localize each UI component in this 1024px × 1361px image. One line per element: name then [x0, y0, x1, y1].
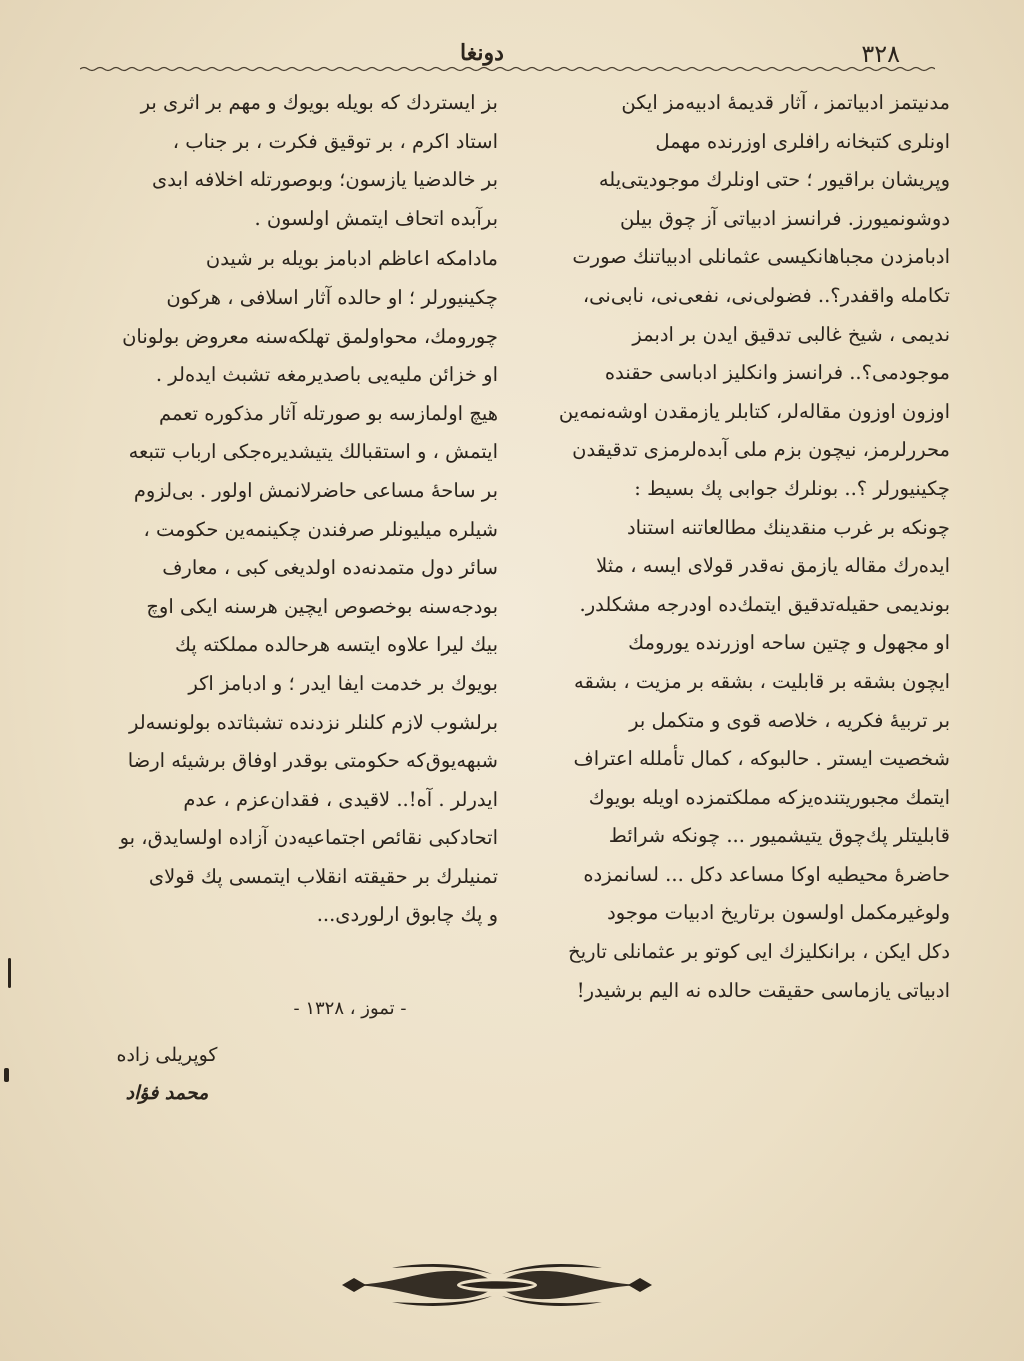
- text-line: دکل ایکن ، برانکلیزك ایی کوتو بر عثمانلی تاریخ: [568, 940, 950, 964]
- running-title: دونغا: [460, 40, 504, 66]
- right-column-paragraph: [532, 84, 950, 1010]
- text-line: او خزائن ملیه‌یی باصدیرمغه تشبث ایده‌لر .: [155, 363, 498, 387]
- margin-mark: [8, 958, 11, 988]
- text-line: ندیمی ، شیخ غالبی تدقیق ایدن بر ادبمز: [632, 322, 950, 346]
- text-line: ادبیاتی یازماسی حقیقت حالده نه الیم برشیدر!: [576, 978, 950, 1002]
- text-line: تمنیلرك بر حقیقته انقلاب ایتمسی پك قولای: [148, 864, 498, 888]
- author-family-name: کوپریلی زاده: [116, 1044, 218, 1066]
- margin-mark: [4, 1068, 9, 1082]
- left-column-paragraph-2: [80, 240, 498, 935]
- text-line: ایتمش ، و استقبالك یتیشدیره‌جکی ارباب تتبعه: [128, 440, 498, 464]
- text-line: چکینیورلر ؛ او حالده آثار اسلافی ، هرکون: [166, 285, 498, 309]
- text-line: برآبده اتحاف ایتمش اولسون .: [254, 206, 498, 230]
- right-column: [532, 84, 950, 1010]
- text-line: مادامکه اعاظم ادبامز بویله بر شیدن: [205, 247, 498, 271]
- text-line: ولوغیرمکمل اولسون برتاریخ ادبیات موجود: [607, 901, 950, 925]
- header-rule: [80, 66, 935, 72]
- text-line: بویوك بر خدمت ایفا ایدر ؛ و ادبامز اکر: [188, 671, 498, 695]
- text-line: استاد اکرم ، بر توقیق فکرت ، بر جناب ،: [172, 129, 498, 153]
- text-line: اتحادکبی نقائص اجتماعیه‌دن آزاده اولسایدق، بو: [119, 826, 498, 850]
- text-line: بوندیمی حقیله‌تدقیق ایتمك‌ده اودرجه مشکلدر.: [579, 592, 950, 616]
- text-line: چونکه بر غرب منقدینك مطالعاتنه استناد: [626, 515, 950, 539]
- text-line: موجودمی؟.. فرانسز وانکلیز ادباسی حقنده: [604, 361, 950, 385]
- author-given-name: محمد فؤاد: [125, 1082, 209, 1104]
- text-line: برلشوب لازم کلنلر نزدنده تشبثاتده بولونسه‌لر: [128, 710, 498, 734]
- text-line: بز ایستردك که بویله بویوك و مهم بر اثری بر: [140, 91, 498, 114]
- text-line: او مجهول و چتین ساحه اوزرنده یورومك: [628, 631, 950, 655]
- text-line: هیچ اولمازسه بو صورتله آثار مذکوره تعمم: [159, 401, 498, 425]
- text-line: دوشونمیورز. فرانسز ادبیاتی آز چوق بیلن: [619, 206, 950, 230]
- left-column: [80, 84, 498, 935]
- text-line: بر خالدضیا یازسون؛ وبوصورتله اخلافه ابدی: [152, 168, 498, 192]
- author-signature: [112, 1036, 222, 1112]
- text-line: بر ساحهٔ مساعی حاضرلانمش اولور . بی‌لزوم: [133, 478, 498, 502]
- left-column-paragraph-1: [80, 84, 498, 238]
- text-line: ادبامزدن مجباهانکیسی عثمانلی ادبیاتنك صورت: [572, 245, 950, 269]
- text-line: حاضرهٔ محیطیه اوکا مساعد دکل ... لسانمزده: [583, 862, 950, 886]
- text-line: چکینیورلر ؟.. بونلرك جوابی پك بسیط :: [634, 476, 950, 500]
- text-line: شیلره میلیونلر صرفندن چکینمه‌ین حکومت ،: [143, 517, 498, 541]
- dateline: - تموز ، ١٣٢٨ -: [293, 998, 407, 1019]
- text-line: قابلیتلر پك‌چوق یتیشمیور ... چونکه شرائط: [608, 824, 950, 848]
- text-line: تکامله واقفدر؟.. فضولی‌نی، نفعی‌نی، نابی‌نی،: [582, 283, 950, 307]
- text-line: وپریشان براقیور ؛ حتی اونلرك موجودیتی‌یله: [598, 168, 950, 192]
- text-line: ایدرلر . آه!.. لاقیدی ، فقدان‌عزم ، عدم: [183, 787, 498, 811]
- text-line: بر تربیهٔ فکریه ، خلاصه قوی و متکمل بر: [629, 708, 950, 732]
- decorative-ornament: [332, 1260, 662, 1310]
- text-line: بیك لیرا علاوه ایتسه هرحالده مملکته پك: [175, 633, 498, 657]
- text-line: شخصیت ایستر . حالبوکه ، کمال تأملله اعتراف: [573, 747, 950, 771]
- text-line: سائر دول متمدنه‌ده اولدیغی کبی ، معارف: [162, 556, 498, 580]
- text-line: اونلری کتبخانه رافلری اوزرنده مهمل: [655, 129, 950, 153]
- text-line: محررلرمز، نیچون بزم ملی آبده‌لرمزی تدقیقدن: [572, 438, 950, 462]
- text-line: اوزون اوزون مقاله‌لر، کتابلر یازمقدن اوشه‌نمه‌ین: [558, 399, 950, 423]
- text-line: ایده‌رك مقاله یازمق نه‌قدر قولای ایسه ، مثلا: [596, 554, 950, 578]
- text-line: و پك چابوق ارلوردی...: [316, 903, 498, 927]
- text-line: مدنیتمز ادبیاتمز ، آثار قدیمهٔ ادبیه‌مز ایکن: [621, 91, 950, 114]
- text-line: ایچون بشقه بر قابلیت ، بشقه بر مزیت ، بشقه: [574, 669, 950, 693]
- text-line: بودجه‌سنه بوخصوص ایچین هرسنه ایکی اوچ: [146, 594, 498, 618]
- text-line: ایتمك مجبوریتنده‌یزکه مملکتمزده اویله بویوك: [588, 785, 950, 809]
- text-line: چورومك، محواولمق تهلکه‌سنه معروض بولونان: [122, 324, 498, 348]
- text-line: شبهه‌یوق‌که حکومتی بوقدر اوفاق برشیئه ارضا: [127, 749, 498, 773]
- page-number: ٣٢٨: [861, 40, 900, 68]
